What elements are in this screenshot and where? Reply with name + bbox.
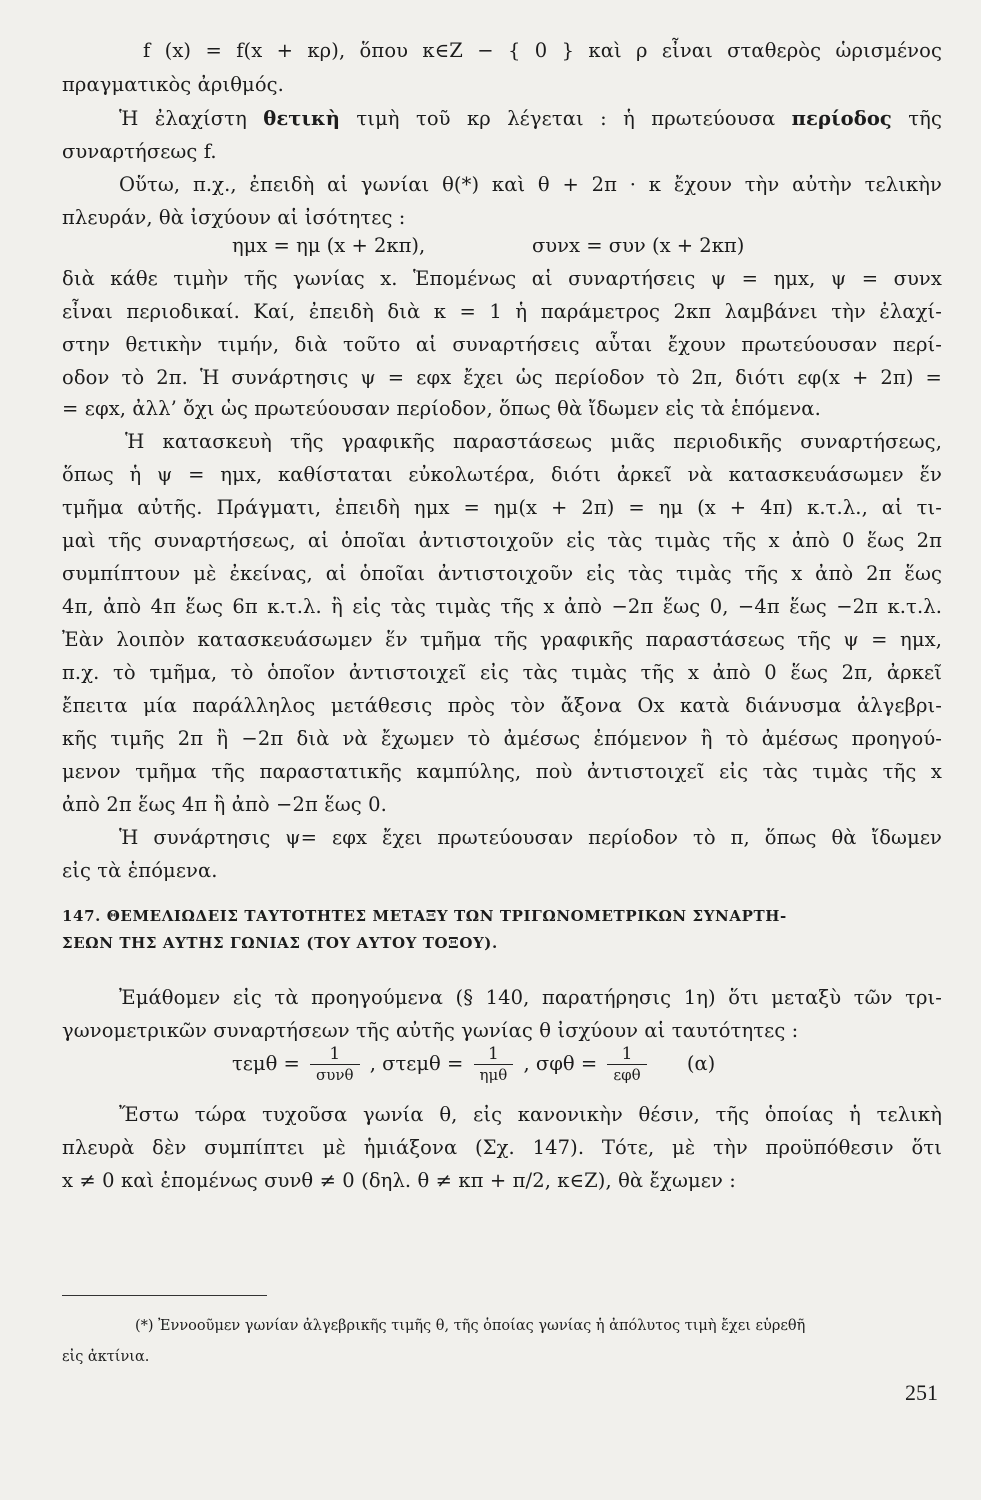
denominator: εφθ (613, 1066, 641, 1084)
identity-formulas (232, 1044, 715, 1085)
text-line: κῆς τιμῆς 2π ἢ −2π διὰ νὰ ἔχωμεν τὸ ἀμέσως ἑπόμενον ἢ τὸ ἀμέσως προηγού- (62, 727, 942, 750)
text-line: f (x) = f(x + κρ), ὅπου κ∈Z − { 0 } καὶ ρ εἶναι σταθερὸς ὡρισμένος (143, 39, 942, 62)
formula-lhs: , στεμθ = (369, 1052, 464, 1075)
text-line: συναρτήσεως f. (62, 140, 217, 163)
page-number: 251 (905, 1380, 938, 1405)
text-run: τῆς (891, 107, 942, 130)
text-line: μενον τμῆμα τῆς παραστατικῆς καμπύλης, ποὺ ἀντιστοιχεῖ εἰς τὰς τιμὰς τῆς x (62, 760, 942, 783)
text-line: Ἔστω τώρα τυχοῦσα γωνία θ, εἰς κανονικὴν θέσιν, τῆς ὁποίας ἡ τελικὴ (119, 1103, 942, 1126)
text-line: διὰ κάθε τιμὴν τῆς γωνίας x. Ἑπομένως αἱ συναρτήσεις ψ = ημx, ψ = συνx (62, 267, 942, 290)
formula-cos-period: συνx = συν (x + 2κπ) (532, 234, 745, 257)
text-line: Ἡ κατασκευὴ τῆς γραφικῆς παραστάσεως μιᾶς περιοδικῆς συναρτήσεως, (125, 430, 942, 453)
text-line: εἰς τὰ ἑπόμενα. (62, 859, 218, 882)
definition-line (119, 106, 942, 132)
fraction-sec (310, 1044, 360, 1085)
numerator: 1 (310, 1044, 360, 1065)
text-line: = εφx, ἀλλ’ ὄχι ὡς πρωτεύουσαν περίοδον, ὅπως θὰ ἴδωμεν εἰς τὰ ἑπόμενα. (62, 397, 821, 420)
formula-sin-period: ημx = ημ (x + 2κπ), (232, 234, 426, 257)
section-heading-cont: ΣΕΩΝ ΤΗΣ ΑΥΤΗΣ ΓΩΝΙΑΣ (ΤΟΥ ΑΥΤΟΥ ΤΟΞΟΥ). (62, 934, 498, 952)
formula-lhs: , σφθ = (523, 1052, 598, 1075)
fraction-csc (474, 1044, 514, 1085)
text-line: ἀπὸ 2π ἕως 4π ἢ ἀπὸ −2π ἕως 0. (62, 793, 387, 816)
formula-lhs: τεμθ = (232, 1052, 300, 1075)
text-line: Ἐὰν λοιπὸν κατασκευάσωμεν ἕν τμῆμα τῆς γραφικῆς παραστάσεως τῆς ψ = ημx, (62, 628, 942, 651)
text-line: ὅπως ἡ ψ = ημx, καθίσταται εὐκολωτέρα, διότι ἀρκεῖ νὰ κατασκευάσωμεν ἕν (62, 463, 942, 486)
text-line: συμπίπτουν μὲ ἐκείνας, αἱ ὁποῖαι ἀντιστοιχοῦν εἰς τὰς τιμὰς τῆς x ἀπὸ 2π ἕως (62, 562, 942, 585)
denominator: ημθ (479, 1066, 508, 1084)
denominator: συνθ (316, 1066, 354, 1084)
bold-term: θετικὴ (263, 107, 341, 130)
text-line: πλευράν, θὰ ἰσχύουν αἱ ἰσότητες : (62, 206, 406, 229)
section-heading: 147. ΘΕΜΕΛΙΩΔΕΙΣ ΤΑΥΤΟΤΗΤΕΣ ΜΕΤΑΞΥ ΤΩΝ ΤΡΙΓΩΝΟΜΕΤΡΙΚΩΝ ΣΥΝΑΡΤΗ- (62, 907, 787, 925)
text-run: τιμὴ τοῦ κρ λέγεται : ἡ πρωτεύουσα (340, 107, 792, 130)
text-line: Ἡ συνάρτησις ψ= εφx ἔχει πρωτεύουσαν περίοδον τὸ π, ὅπως θὰ ἴδωμεν (119, 826, 942, 849)
text-line: x ≠ 0 καὶ ἑπομένως συνθ ≠ 0 (δηλ. θ ≠ κπ + π/2, κ∈Z), θὰ ἔχωμεν : (62, 1169, 736, 1192)
equation-label: (α) (686, 1052, 716, 1075)
text-line: εἶναι περιοδικαί. Καί, ἐπειδὴ διὰ κ = 1 ἡ παράμετρος 2κπ λαμβάνει τὴν ἐλαχί- (62, 300, 942, 323)
text-line: τμῆμα αὐτῆς. Πράγματι, ἐπειδὴ ημx = ημ(x + 2π) = ημ (x + 4π) κ.τ.λ., αἱ τι- (62, 496, 942, 519)
numerator: 1 (607, 1044, 646, 1065)
text-line: ἔπειτα μία παράλληλος μετάθεσις πρὸς τὸν ἄξονα Ox κατὰ διάνυσμα ἀλγεβρι- (62, 694, 942, 717)
text-line: πραγματικὸς ἀριθμός. (62, 73, 284, 96)
fraction-cot (607, 1044, 646, 1085)
text-line: στην θετικὴν τιμήν, διὰ τοῦτο αἱ συναρτήσεις αὗται ἔχουν πρωτεύουσαν περί- (62, 333, 942, 356)
text-line: γωνομετρικῶν συναρτήσεων τῆς αὐτῆς γωνίας θ ἰσχύουν αἱ ταυτότητες : (62, 1019, 799, 1042)
text-line: οδον τὸ 2π. Ἡ συνάρτησις ψ = εφx ἔχει ὡς περίοδον τὸ 2π, διότι εφ(x + 2π) = (62, 366, 942, 389)
text-line: 4π, ἀπὸ 4π ἕως 6π κ.τ.λ. ἢ εἰς τὰς τιμὰς τῆς x ἀπὸ −2π ἕως 0, −4π ἕως −2π κ.τ.λ. (62, 595, 942, 618)
footnote-line: εἰς ἀκτίνια. (62, 1349, 150, 1365)
text-line: π.χ. τὸ τμῆμα, τὸ ὁποῖον ἀντιστοιχεῖ εἰς τὰς τιμὰς τῆς x ἀπὸ 0 ἕως 2π, ἀρκεῖ (62, 661, 942, 684)
numerator: 1 (474, 1044, 514, 1065)
text-line: πλευρὰ δὲν συμπίπτει μὲ ἡμιάξονα (Σχ. 147). Τότε, μὲ τὴν προϋπόθεσιν ὅτι (62, 1136, 942, 1159)
text-line: Ἐμάθομεν εἰς τὰ προηγούμενα (§ 140, παρατήρησις 1η) ὅτι μεταξὺ τῶν τρι- (119, 986, 942, 1009)
footnote-line: (*) Ἐννοοῦμεν γωνίαν ἀλγεβρικῆς τιμῆς θ, τῆς ὁποίας γωνίας ἡ ἀπόλυτος τιμὴ ἔχει εὑρεθῆ (135, 1318, 806, 1334)
bold-term: περίοδος (791, 107, 892, 130)
text-line: Οὕτω, π.χ., ἐπειδὴ αἱ γωνίαι θ(*) καὶ θ + 2π · κ ἔχουν τὴν αὐτὴν τελικὴν (119, 173, 942, 196)
text-line: μαὶ τῆς συναρτήσεως, αἱ ὁποῖαι ἀντιστοιχοῦν εἰς τὰς τιμὰς τῆς x ἀπὸ 0 ἕως 2π (62, 529, 942, 552)
footnote-divider (62, 1295, 267, 1296)
text-run: Ἡ ἐλαχίστη (119, 107, 264, 130)
